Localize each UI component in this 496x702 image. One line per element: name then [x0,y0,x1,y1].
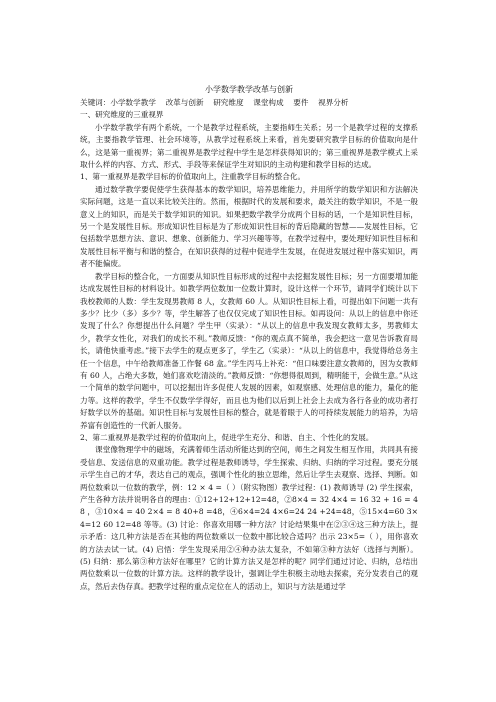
section-heading: 2、第二重视界是教学过程的价值取向上，促进学生充分、和谐、自主、个性化的发展。 [80,432,374,442]
keywords-line: 关键词：小学数学教学 改革与创新 研究维度 课堂构成 要件 视界分析 [80,98,349,107]
section-heading: 一、研究维度的三重视界 [80,110,164,120]
body-paragraph: 通过数学教学要促使学生获得基本的数学知识，培养思维能力，并用所学的数学知识和方法解决实际问题，这是一直以来比较关注的。然而，根据时代的发展和要求，最关注的数学知识，不是一般意义上的知识，而是关于数学知识的知识。如果把数学教学分成两个目标的话，一个是知识性目标，另一个是发展性目标。形成知识性目标是为了形成知识性目标的背后隐藏的智慧——发展性目标，它包括数学思想方法、意识、想象、创新能力、学习兴趣等等，在教学过程中，要处理好知识性目标和发展性目标平衡与和谐的整合，在知识获得的过程中促进学生发展，在促进发展过程中落实知识，两者不能偏废。 [80,184,418,269]
document-sections [80,109,418,593]
document-body [80,84,418,593]
document-title: 小学数学教学改革与创新 [205,85,293,94]
body-paragraph: 小学数学教学有两个系统，一个是教学过程系统，主要指师生关系；另一个是教学过程的支撑系统，主要指教学管理、社会环境等，从教学过程系统上来看，首先要研究教学目标的价值取向是什么，这是第一重视界；第二重视界是教学过程中学生是怎样获得知识的；第三重视界是教学模式上采取什么样的内容、方式、形式、手段等来保证学生对知识的主动构建和教学目标的达成。 [80,122,418,170]
body-paragraph: 教学目标的整合化，一方面要从知识性目标形成的过程中去挖掘发展性目标；另一方面要增加能达成发展性目标的材料设计。如教学两位数加一位数计算时，设计这样一个环节，请同学们统计以下我校教师的人数：学生发现男教师 8 人，女教师 60 人。从知识性目标上看，可提出如下问题一共有多少？比少（多）多少？等，学生解答了也仅仅完成了知识性目标。如再设问：从以上的信息中你还发现了什么？你想提出什么问题？学生甲（实录）：“从以上的信息中我发现女教师太多，男教师太少，教学女性化，对我们的成长不利。”教师反馈：“你的观点真不简单，我会把这一意见告诉教育局长，请他快重考虑。”接下去学生的观点更多了，学生乙（实录）：“从以上的信息中，我觉得给总务主任一个信息，中午给教师准备工作餐 68 盒。”学生丙马上补充：“但口味要注意女教师的，因为女教师有 60 人，占绝大多数，她们喜欢吃清淡的。”教师反馈：“你想得很周到，精明能干，会做生意。”从这一个简单的数学问题中，可以挖掘出许多促使人发展的因素，如观察感、处理信息的能力，量化的能力等。这样的教学，学生不仅数学学得好，而且也为他们以后到上社会上去成为各行各业的成功者打好数学以外的基础。知识性目标与发展性目标的整合，就是着眼于人的可持续发展能力的培养，为培养富有创造性的一代新人服务。 [80,271,418,430]
body-paragraph: 课堂像物理学中的磁场，充满着师生活动所能达到的空间，师生之间发生相互作用，共同具有接受信息、发送信息的双重功能。教学过程是教师诱导，学生探索、归纳、归纳的学习过程。要充分展示学生自己的才华，表达自己的观点，强调个性化的独立思维，然后让学生去观察、选择、判断。如两位数乘以一位数的教学，例：12 × 4 =（ ）（附实物图）教学过程：(1) 教师诱导 (2) 学生探索，产生各种方法并说明各自的理由：①12+12+12+12=48，②8×4 = 32 4×4 = 16 32 + 16 = 48 ，③10×4 = 40 2×4 = 8 40+8 =48，④6×4=24 4×6=24 24 +24=48，⑤15×4=60 3×4=12 60 12=48 等等。(3) 讨论：你喜欢用哪一种方法？讨论结果集中在②③④这三种方法上，提示矛盾：这几种方法是否在其他的两位数乘以一位数中都比较合适吗？出示 23×5=（ ），用你喜欢的方法去试一试。(4) 启悟：学生发现采用②④种办法太复杂，不如第③种方法好（选择与判断）。(5) 归纳：那么第③种方法好在哪里？它的计算方法又是怎样的呢？同学们通过讨论、归纳，总结出两位数乘以一位数的计算方法。这样的教学设计，强调让学生积极主动地去探索，充分发表自己的观点，然后去伪存真。把教学过程的重点定位在人的活动上，知识与方法是通过学 [80,445,418,591]
section-heading: 1、第一重视界是教学目标的价值取向上，注重教学目标的整合化。 [80,172,306,182]
